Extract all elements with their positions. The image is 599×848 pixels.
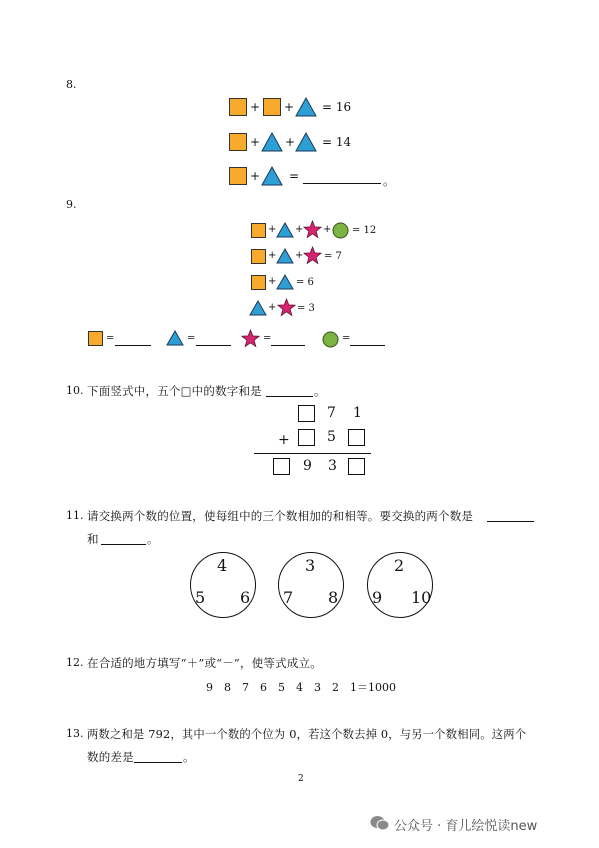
star-shape: [241, 329, 260, 348]
q11-answer-blank-2[interactable]: [101, 544, 146, 545]
q9-answer-eq-square: =: [106, 333, 115, 344]
triangle-shape: [276, 222, 294, 238]
plus-sign: +: [250, 100, 261, 114]
plus-sign: +: [323, 224, 332, 235]
digit-box[interactable]: [273, 458, 290, 475]
q10-text: 下面竖式中，五个□中的数字和是: [87, 384, 262, 398]
q9-number: 9.: [66, 198, 77, 211]
q13-answer-blank[interactable]: [134, 762, 182, 763]
q12-equation[interactable]: 9 8 7 6 5 4 3 2 1＝1000: [206, 681, 396, 694]
circle-right-number: 6: [240, 588, 251, 607]
square-shape: [263, 98, 281, 116]
q8-end: 。: [383, 174, 396, 188]
triangle-shape: [261, 132, 283, 152]
circle-right-number: 8: [328, 588, 339, 607]
watermark-text: 公众号 · 育儿绘悦读new: [394, 819, 538, 834]
q10-answer-blank[interactable]: [266, 396, 313, 397]
row3-digit: 3: [328, 458, 337, 474]
circle-left-number: 9: [372, 588, 383, 607]
plus-sign: +: [268, 224, 277, 235]
circle-shape: [332, 222, 349, 239]
square-shape: [251, 249, 266, 264]
q9-rhs-3: = 6: [296, 277, 314, 288]
triangle-shape: [276, 248, 294, 264]
q11-line2: 和: [87, 532, 99, 546]
digit-box[interactable]: [298, 429, 315, 446]
q8-number: 8.: [66, 78, 77, 91]
q12-number: 12.: [66, 656, 84, 669]
square-shape: [88, 331, 103, 346]
plus-sign: +: [250, 135, 261, 149]
plus-sign: +: [284, 100, 295, 114]
triangle-shape: [166, 330, 184, 346]
square-shape: [229, 133, 247, 151]
triangle-shape: [261, 166, 283, 186]
q9-rhs-4: = 3: [297, 303, 315, 314]
q12-text: 在合适的地方填写“＋”或“－”，使等式成立。: [87, 656, 322, 670]
square-shape: [229, 98, 247, 116]
plus-sign: +: [268, 302, 277, 313]
q11-number: 11.: [66, 509, 84, 522]
page-number: 2: [298, 774, 304, 784]
digit-box[interactable]: [348, 429, 365, 446]
star-shape: [277, 298, 296, 317]
digit-box[interactable]: [348, 458, 365, 475]
q9-answer-blank-square[interactable]: [115, 345, 151, 346]
plus-sign: +: [268, 250, 277, 261]
q9-answer-blank-triangle[interactable]: [196, 345, 231, 346]
circle-right-number: 10: [411, 588, 432, 607]
circle-left-number: 7: [283, 588, 294, 607]
q9-answer-blank-circle[interactable]: [350, 345, 385, 346]
square-shape: [251, 275, 266, 290]
plus-sign: +: [285, 135, 296, 149]
digit-box[interactable]: [298, 405, 315, 422]
triangle-shape: [295, 97, 317, 117]
plus-sign: +: [250, 169, 261, 183]
q10-number: 10.: [66, 384, 84, 397]
row1-digit: 1: [353, 405, 362, 421]
circle-top-number: 2: [394, 556, 405, 575]
sum-line: [254, 453, 371, 454]
circle-top-number: 4: [217, 556, 228, 575]
row2-digit: 5: [327, 429, 336, 445]
q9-answer-eq-triangle: =: [187, 333, 196, 344]
star-shape: [303, 246, 322, 265]
circle-top-number: 3: [305, 556, 316, 575]
triangle-shape: [249, 300, 267, 316]
star-shape: [303, 220, 322, 239]
circle-left-number: 5: [195, 588, 206, 607]
q11-text: 请交换两个数的位置，使每组中的三个数相加的和相等。要交换的两个数是: [87, 509, 474, 523]
q8-rhs-3: =: [289, 169, 300, 183]
square-shape: [251, 223, 266, 238]
square-shape: [229, 167, 247, 185]
triangle-shape: [276, 274, 294, 290]
triangle-shape: [295, 132, 317, 152]
q8-answer-blank[interactable]: [303, 183, 381, 184]
q10-end: 。: [314, 384, 326, 398]
plus-sign: +: [268, 276, 277, 287]
q11-answer-blank-1[interactable]: [487, 521, 534, 522]
q9-rhs-2: = 7: [324, 251, 342, 262]
wechat-icon: [370, 815, 390, 831]
q8-rhs-2: = 14: [322, 135, 352, 149]
row1-digit: 7: [327, 405, 336, 421]
q11-end: 。: [147, 532, 159, 546]
plus-operator: +: [278, 432, 290, 448]
q8-rhs-1: = 16: [322, 100, 352, 114]
plus-sign: +: [295, 250, 304, 261]
q9-answer-eq-circle: =: [342, 333, 351, 344]
q9-answer-eq-star: =: [263, 333, 272, 344]
q13-text: 两数之和是 792，其中一个数的个位为 0，若这个数去掉 0，与另一个数相同。这两个: [87, 728, 527, 741]
q9-answer-blank-star[interactable]: [271, 345, 305, 346]
q13-line2: 数的差是: [87, 750, 134, 764]
q9-rhs-1: = 12: [352, 225, 377, 236]
q13-end: 。: [183, 750, 195, 764]
row3-digit: 9: [303, 458, 312, 474]
circle-shape: [322, 331, 339, 348]
plus-sign: +: [295, 224, 304, 235]
q13-number: 13.: [66, 727, 84, 740]
